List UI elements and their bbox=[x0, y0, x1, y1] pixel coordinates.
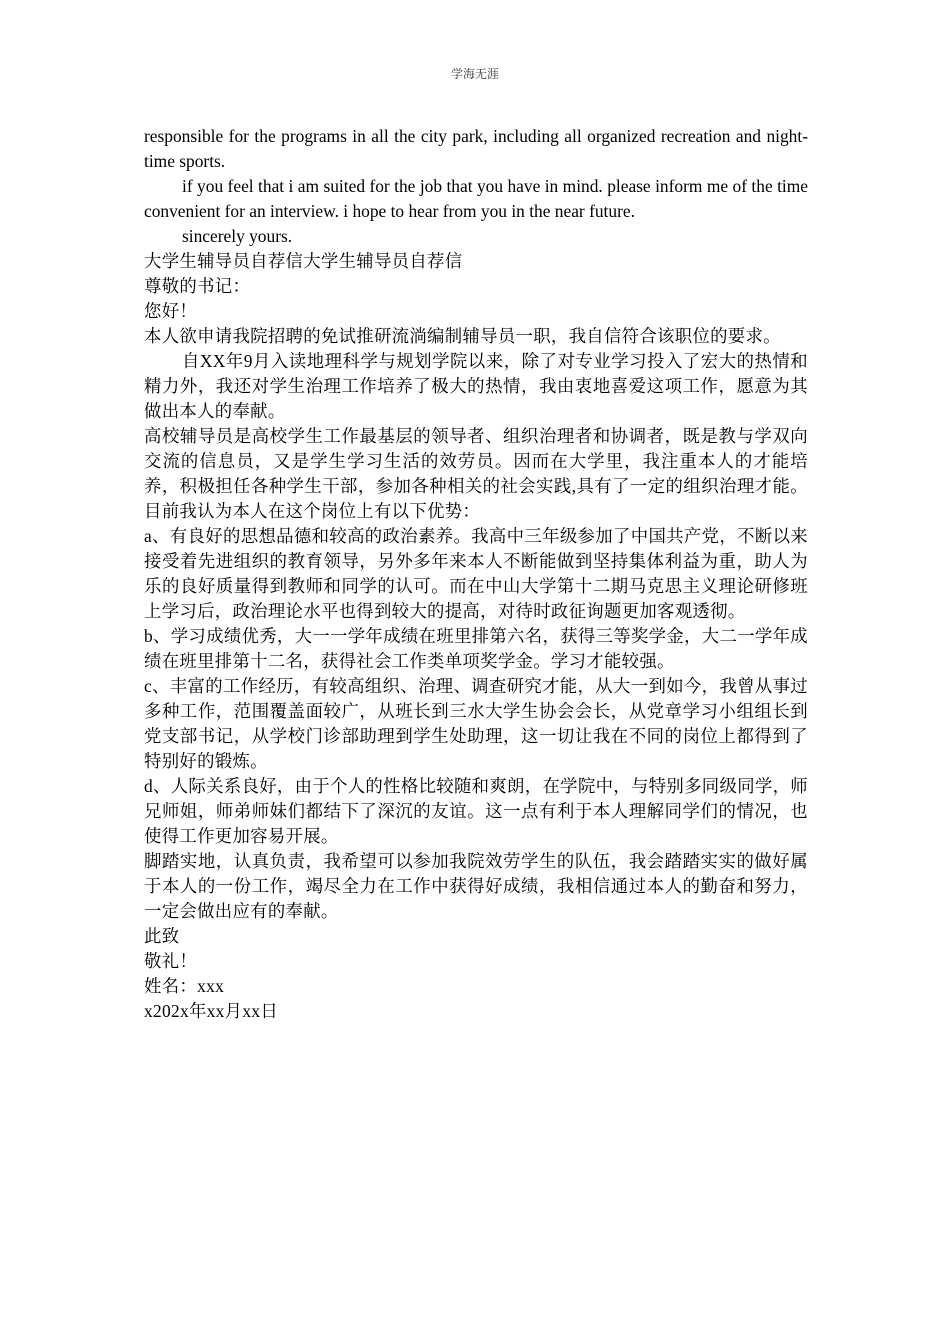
salutation: 尊敬的书记： bbox=[144, 276, 251, 296]
paragraph-advantage-c: c、丰富的工作经历，有较高组织、治理、调查研究才能，从大一到如今，我曾从事过多种工作，范围覆盖面较广，从班长到三水大学生协会会长，从党章学习小组组长到党支部书记，从学校门诊部助理到学生处助理，这一切让我在不同的岗位上都得到了特别好的锻炼。 bbox=[144, 676, 808, 771]
paragraph-application: 本人欲申请我院招聘的免试推研流淌编制辅导员一职，我自信符合该职位的要求。 bbox=[144, 326, 781, 346]
paragraph-advantage-a: a、有良好的思想品德和较高的政治素养。我高中三年级参加了中国共产党，不断以来接受着先进组织的教育领导，另外多年来本人不断能做到坚持集体利益为重，助人为乐的良好质量得到教师和同学的认可。而在中山大学第十二期马克思主义理论研修班上学习后，政治理论水平也得到较大的提高，对待时政征询题更加客观透彻。 bbox=[144, 526, 808, 621]
paragraph-interview-request: if you feel that i am suited for the job that you have in mind. please inform me of the time convenient for an interview. i hope to hear from you in the near future. bbox=[144, 176, 808, 221]
signature-name: 姓名：xxx bbox=[144, 976, 225, 996]
closing-phrase: 此致 bbox=[144, 926, 180, 946]
paragraph-advantage-d: d、人际关系良好，由于个人的性格比较随和爽朗，在学院中，与特别多同级同学，师兄师姐，师弟师妹们都结下了深沉的友谊。这一点有利于本人理解同学们的情况，也使得工作更加容易开展。 bbox=[144, 776, 808, 846]
greeting: 您好！ bbox=[144, 301, 198, 321]
signature-date: x202x年xx月xx日 bbox=[144, 1001, 279, 1021]
paragraph-background: 自XX年9月入读地理科学与规划学院以来，除了对专业学习投入了宏大的热情和精力外，我还对学生治理工作培养了极大的热情，我由衷地喜爱这项工作，愿意为其做出本人的奉献。 bbox=[144, 351, 808, 421]
paragraph-intro-english: responsible for the programs in all the city park, including all organized recreation and night-time sports. bbox=[144, 126, 808, 171]
document-body bbox=[144, 124, 808, 1024]
paragraph-role-description: 高校辅导员是高校学生工作最基层的领导者、组织治理者和协调者，既是教与学双向交流的信息员，又是学生学习生活的效劳员。因而在大学里，我注重本人的才能培养，积极担任各种学生干部，参加各种相关的社会实践,具有了一定的组织治理才能。目前我认为本人在这个岗位上有以下优势： bbox=[144, 426, 808, 521]
document-title: 大学生辅导员自荐信大学生辅导员自荐信 bbox=[144, 251, 463, 271]
paragraph-advantage-b: b、学习成绩优秀，大一一学年成绩在班里排第六名，获得三等奖学金，大二一学年成绩在班里排第十二名，获得社会工作类单项奖学金。学习才能较强。 bbox=[144, 626, 808, 671]
closing-salute: 敬礼！ bbox=[144, 951, 198, 971]
paragraph-closing-english: sincerely yours. bbox=[182, 226, 293, 246]
paragraph-commitment: 脚踏实地，认真负责，我希望可以参加我院效劳学生的队伍，我会踏踏实实的做好属于本人的一份工作，竭尽全力在工作中获得好成绩，我相信通过本人的勤奋和努力，一定会做出应有的奉献。 bbox=[144, 851, 808, 921]
page-header: 学海无涯 bbox=[450, 67, 499, 81]
